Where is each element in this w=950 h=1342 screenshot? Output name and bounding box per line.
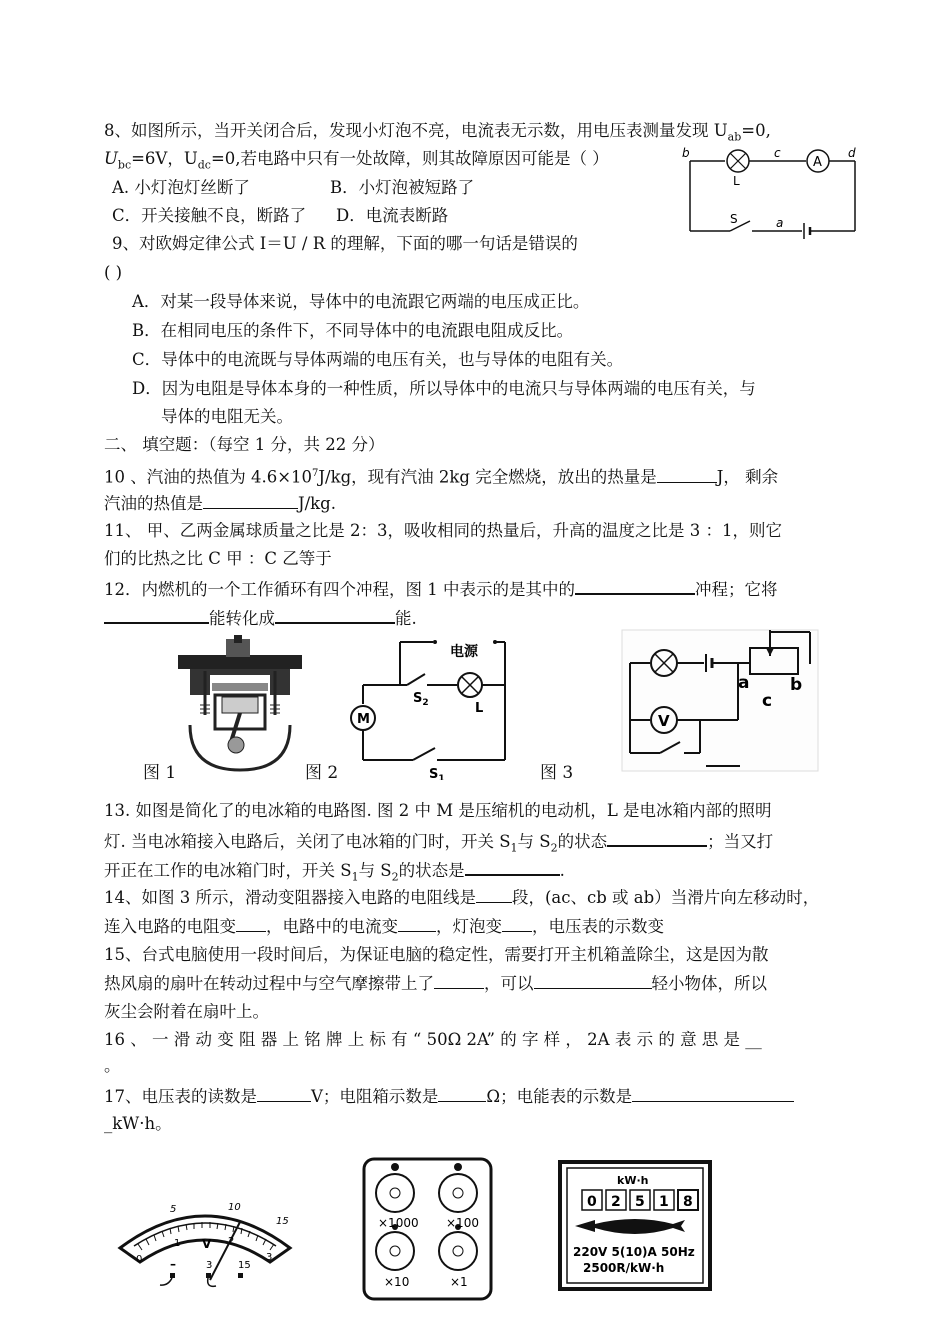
energy-digit-3: 5 [635,1194,645,1210]
q12-blank-3[interactable] [275,606,395,624]
dial-x100 [439,1174,477,1212]
q14-line2: 连入电路的电阻变 ，电路中的电流变 ，灯泡变 ，电压表的示数变 [104,917,664,936]
energy-unit-label: kW·h [617,1174,649,1187]
q16-line1: 16 、 一 滑 动 变 阻 器 上 铭 牌 上 标 有 “ 50Ω 2A” 的 字 样 ， 2A 表 示 的 意 思 是 __ [104,1030,762,1049]
energy-digits [582,1190,698,1210]
energy-digit-2: 2 [611,1194,621,1210]
resistance-box [360,1155,495,1303]
fig3-rheostat-circuit [620,628,820,773]
q11-line1: 11、 甲、乙两金属球质量之比是 2：3，吸收相同的热量后，升高的温度之比是 3 ：1，则它 [104,521,782,540]
q13-blank-2[interactable] [465,858,560,876]
q9-option-b: B．在相同电压的条件下，不同导体中的电流跟电阻成反比。 [132,321,574,340]
volt-terminal-15: 15 [238,1260,251,1271]
volt-terminal-3: 3 [206,1260,213,1271]
q8-option-a: A. 小灯泡灯丝断了 [112,178,250,197]
q15-line3: 灰尘会附着在扇叶上。 [104,1002,269,1021]
energy-digit-5: 8 [683,1194,693,1210]
fig2-motor-label: M [357,712,370,727]
box-label-x100: ×100 [446,1216,479,1230]
q15-line1: 15、台式电脑使用一段时间后，为保证电脑的稳定性，需要打开主机箱盖除尘，这是因为散 [104,945,769,964]
point-a-label: a [776,216,784,230]
energy-digit-4: 1 [659,1194,669,1210]
q13-blank-1[interactable] [607,829,707,847]
q8-option-d: D．电流表断路 [336,206,449,225]
fig3-c-label: c [762,691,773,711]
voltmeter-dial [110,1190,300,1295]
volt-tick-3: 3 [266,1252,273,1263]
q14-blank-3[interactable] [398,915,436,932]
q15-blank-1[interactable] [434,972,484,989]
volt-tick-10: 10 [228,1202,241,1213]
fig2-lamp-label: L [475,701,484,716]
q14-blank-4[interactable] [502,915,532,932]
fig2-switch-s1 [413,748,435,760]
volt-tick-5: 5 [170,1204,177,1215]
q14-blank-2[interactable] [236,915,266,932]
q9-stem: 9、对欧姆定律公式 I＝U / R 的理解，下面的哪一句话是错误的 [112,234,578,253]
q10-blank-2[interactable] [203,492,298,509]
point-b-label: b [682,146,690,160]
q12-blank-2[interactable] [104,606,209,624]
energy-disc-arrow [575,1219,685,1234]
q17-line2: _kW·h。 [104,1114,172,1133]
q16-line2: 。 [104,1056,121,1075]
energy-spec-line2: 2500R/kW·h [583,1261,665,1275]
fig3-a-label: a [738,673,750,693]
q9-option-a: A．对某一段导体来说，导体中的电流跟它两端的电压成正比。 [132,292,590,311]
box-label-x1: ×1 [450,1275,468,1289]
q9-option-d-line2: 导体的电阻无关。 [161,407,293,426]
lamp-label: L [733,174,740,188]
q9-option-c: C．导体中的电流既与导体两端的电压有关，也与导体的电阻有关。 [132,350,624,369]
q8-line1: 8、如图所示，当开关闭合后，发现小灯泡不亮，电流表无示数，用电压表测量发现 $U_{ab}=0$, [104,121,771,144]
section-2-heading: 二、 填空题：（每空 1 分，共 22 分） [104,435,385,454]
voltmeter-needle [210,1222,240,1280]
q8-option-c: C．开关接触不良，断路了 [112,206,307,225]
q15-line2: 热风扇的扇叶在转动过程中与空气摩擦带上了 ，可以 轻小物体，所以 [104,974,767,993]
ammeter-label: A [813,155,822,170]
dial-x10 [376,1232,414,1270]
switch-label: S [730,212,738,226]
volt-tick-0: 0 [136,1254,143,1265]
point-d-label: d [848,146,856,160]
fig1-caption: 图 1 [143,763,177,783]
q12-blank-1[interactable] [575,577,695,595]
q9-paren: ( ) [104,263,123,282]
box-label-x1000: ×1000 [378,1216,419,1230]
dial-x1000 [376,1174,414,1212]
q10-blank-1[interactable] [657,466,717,483]
q13-line3: 开正在工作的电冰箱门时，开关 $S_1$与 $S_2$的状态是 . [104,858,565,888]
volt-tick-2: 2 [228,1236,235,1247]
fig3-caption: 图 3 [540,763,574,783]
point-c-label: c [774,146,781,160]
q17-blank-3[interactable] [632,1085,794,1102]
dial-x1 [439,1232,477,1270]
q17-blank-2[interactable] [438,1085,486,1102]
q9-option-d-line1: D．因为电阻是导体本身的一种性质，所以导体中的电流只与导体两端的电压有关，与 [132,379,756,398]
fig2-power-label: 电源 [450,644,478,660]
fig3-voltmeter-label: V [658,712,670,730]
q12-line2: 能转化成 能. [104,606,417,630]
q11-line2: 们的比热之比 C 甲 ：C 乙等于 [104,549,332,568]
q17-blank-1[interactable] [257,1085,311,1102]
q14-blank-1[interactable] [476,886,512,903]
fig2-s1-label: $S_1$ [429,767,445,780]
q10-line1: 10 、汽油的热值为 $4.6\times 10^7J/kg$，现有汽油 2kg 完全燃烧，放出的热量是 J， 剩余 [104,467,779,487]
box-label-x10: ×10 [384,1275,410,1289]
volt-terminal-minus: – [170,1257,176,1271]
q8-option-b: B．小灯泡被短路了 [330,178,475,197]
fig2-switch-s2 [407,674,425,685]
energy-digit-1: 0 [587,1194,597,1210]
volt-tick-1: 1 [174,1238,181,1249]
fig2-s2-label: $S_2$ [413,691,429,708]
q14-line1: 14、如图 3 所示，滑动变阻器接入电路的电阻线是 段，(ac、cb 或 ab）当滑片向左移动时， [104,888,820,907]
q13-line1: 13. 如图是简化了的电冰箱的电路图. 图 2 中 M 是压缩机的电动机，L 是电冰箱内部的照明 [104,801,772,820]
fig2-caption: 图 2 [305,763,339,783]
energy-spec-line1: 220V 5(10)A 50Hz [573,1245,695,1259]
fig3-b-label: b [790,675,803,695]
energy-meter [555,1158,715,1293]
volt-tick-15: 15 [276,1216,289,1227]
q17-line1: 17、电压表的读数是 V；电阻箱示数是 Ω；电能表的示数是 [104,1085,794,1108]
fig1-engine-diagram [170,635,310,775]
volt-unit-label: V [202,1237,212,1251]
q8-circuit-diagram [680,145,860,245]
fig2-fridge-circuit [345,630,535,780]
q12-line1: 12．内燃机的一个工作循环有四个冲程，图 1 中表示的是其中的 冲程；它将 [104,577,777,601]
q15-blank-2[interactable] [534,972,652,989]
q13-line2: 灯. 当电冰箱接入电路后，关闭了电冰箱的门时，开关 $S_1$与 $S_2$的状态 ；当又打 [104,829,773,859]
q10-line2: 汽油的热值是 J/kg. [104,494,336,513]
q8-line2: $U_{bc}=6V$，$U_{dc}=0$,若电路中只有一处故障，则其故障原因可能是（ ） [104,149,609,172]
